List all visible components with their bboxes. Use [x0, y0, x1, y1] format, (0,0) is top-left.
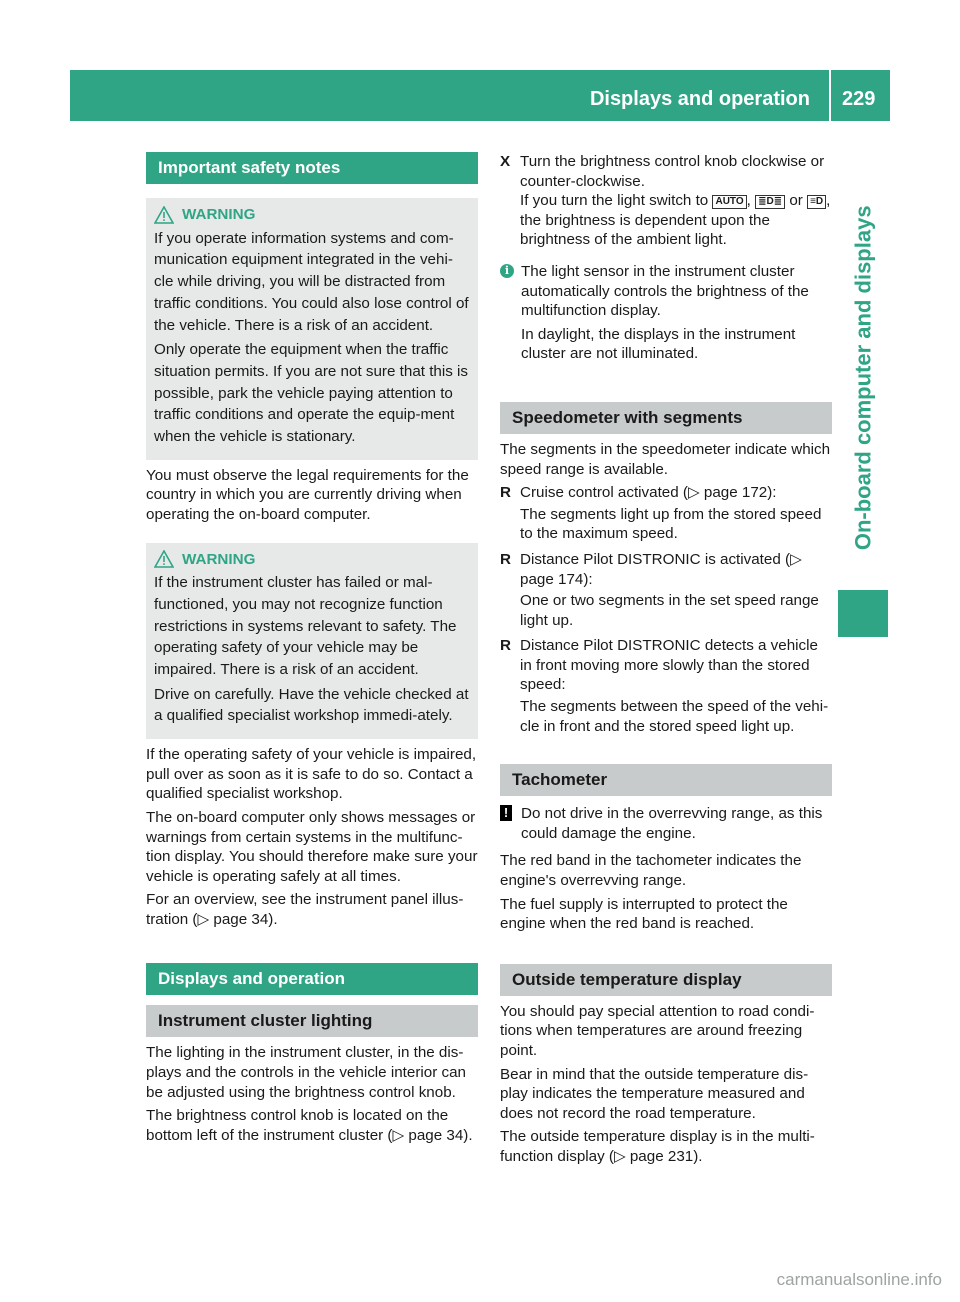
warning-triangle-icon — [154, 206, 174, 224]
info-note — [500, 262, 832, 368]
step-item — [500, 152, 832, 250]
note-text: Do not drive in the overrevving range, as this could damage the engine. — [521, 805, 823, 842]
left-column — [146, 152, 478, 1149]
exclamation-icon: ! — [500, 805, 512, 821]
header-title: Displays and operation — [589, 88, 810, 110]
body-paragraph: If the operating safety of your vehicle is impaired, pull over as soon as it is safe to do so. Contact a qualified specialist workshop. — [146, 746, 477, 803]
list-item: R Cruise control activated (▷ page 172): The segments light up from the stored speed to the maximum speed. — [500, 483, 832, 546]
body-paragraph: The brightness control knob is located on the bottom left of the instrument cluster (▷ page 34). — [146, 1107, 473, 1144]
section-title-outside-temperature: Outside temperature display — [500, 964, 832, 996]
step-text-detail: If you turn the light switch to AUTO , ≣D≣ or ≡D , the brightness is dependent upon the brightness of the ambient light. — [520, 192, 831, 249]
bullet-icon: R — [500, 484, 511, 502]
warning-text: Drive on carefully. Have the vehicle checked at a qualified specialist workshop immedi-ately. — [154, 685, 469, 725]
warning-text: Only operate the equipment when the traffic situation permits. If you are not sure that this is possible, park the vehicle paying attention to traffic conditions and operate the equip-ment when the vehicle is stationary. — [154, 341, 469, 446]
warning-box-2 — [146, 543, 478, 740]
side-tab-label-container — [838, 120, 888, 635]
step-arrow-icon: X — [500, 153, 511, 170]
side-tab-label: On-board computer and displays — [850, 205, 876, 550]
body-paragraph: The lighting in the instrument cluster, in the dis-plays and the controls in the vehicle interior can be adjusted using the brightness control knob. — [146, 1044, 466, 1101]
section-title-tachometer: Tachometer — [500, 764, 832, 796]
warning-header — [154, 204, 470, 226]
section-title-important-safety: Important safety notes — [146, 152, 478, 184]
dipped-beam-icon: ≡D — [807, 195, 826, 209]
step-text: Turn the brightness control knob clockwise or counter-clockwise. — [520, 153, 825, 190]
watermark: carmanualsonline.info — [776, 1270, 942, 1289]
body-paragraph: You should pay special attention to road condi-tions when temperatures are around freezing point. — [500, 1002, 815, 1059]
right-column — [500, 152, 832, 1171]
warning-box-1 — [146, 198, 478, 460]
body-paragraph: Bear in mind that the outside temperature dis-play indicates the temperature measured and does not record the road temperature. — [500, 1065, 809, 1122]
info-icon: i — [500, 264, 514, 278]
bullet-icon: R — [500, 550, 511, 568]
list-item: R Distance Pilot DISTRONIC detects a vehicle in front moving more slowly than the stored speed: The segments between the speed of the vehi-cle in front and the stored speed light up. — [500, 636, 832, 738]
page-number: 229 — [842, 88, 876, 110]
body-paragraph: The fuel supply is interrupted to protect the engine when the red band is reached. — [500, 895, 788, 933]
warning-text: If the instrument cluster has failed or mal-functioned, you may not recognize function restrictions in systems relevant to safety. The operating safety of your vehicle may be impaired. There is a risk of an accident. — [154, 574, 457, 679]
section-title-speedometer: Speedometer with segments — [500, 402, 832, 434]
body-paragraph: The red band in the tachometer indicates the engine's overrevving range. — [500, 852, 802, 890]
warning-triangle-icon — [154, 550, 174, 568]
body-paragraph: For an overview, see the instrument panel illus-tration (▷ page 34). — [146, 891, 464, 928]
section-title-displays: Displays and operation — [146, 963, 478, 995]
bullet-icon: R — [500, 637, 511, 655]
body-paragraph: You must observe the legal requirements for the country in which you are currently driving when operating the on-board computer. — [146, 466, 469, 523]
side-tab-block — [838, 590, 888, 637]
warning-label: WARNING — [182, 550, 256, 568]
warning-text: If you operate information systems and com-munication equipment integrated in the vehi-cle while driving, you will be distracted from traffic conditions. You could also lose control of the vehicle. There is a risk of an accident. — [154, 229, 469, 334]
list-item: R Distance Pilot DISTRONIC is activated (▷ page 174): One or two segments in the set speed range light up. — [500, 550, 832, 632]
warning-header — [154, 549, 470, 571]
note-text: In daylight, the displays in the instrument cluster are not illuminated. — [521, 325, 796, 363]
warning-label: WARNING — [182, 206, 256, 223]
body-paragraph: The on-board computer only shows messages or warnings from certain systems in the multifunc-tion display. You should therefore make sure your vehicle is operating safely at all times. — [146, 808, 478, 885]
section-title-cluster-lighting: Instrument cluster lighting — [146, 1005, 478, 1037]
auto-light-icon: AUTO — [712, 195, 746, 209]
body-paragraph: The segments in the speedometer indicate which speed range is available. — [500, 440, 831, 478]
body-paragraph: The outside temperature display is in the multi-function display (▷ page 231). — [500, 1128, 815, 1165]
caution-note — [500, 804, 832, 847]
header-bar — [70, 70, 890, 121]
header-divider — [829, 70, 831, 121]
note-text: The light sensor in the instrument cluster automatically controls the brightness of the multifunction display. — [521, 262, 809, 320]
parking-light-icon: ≣D≣ — [755, 195, 785, 209]
